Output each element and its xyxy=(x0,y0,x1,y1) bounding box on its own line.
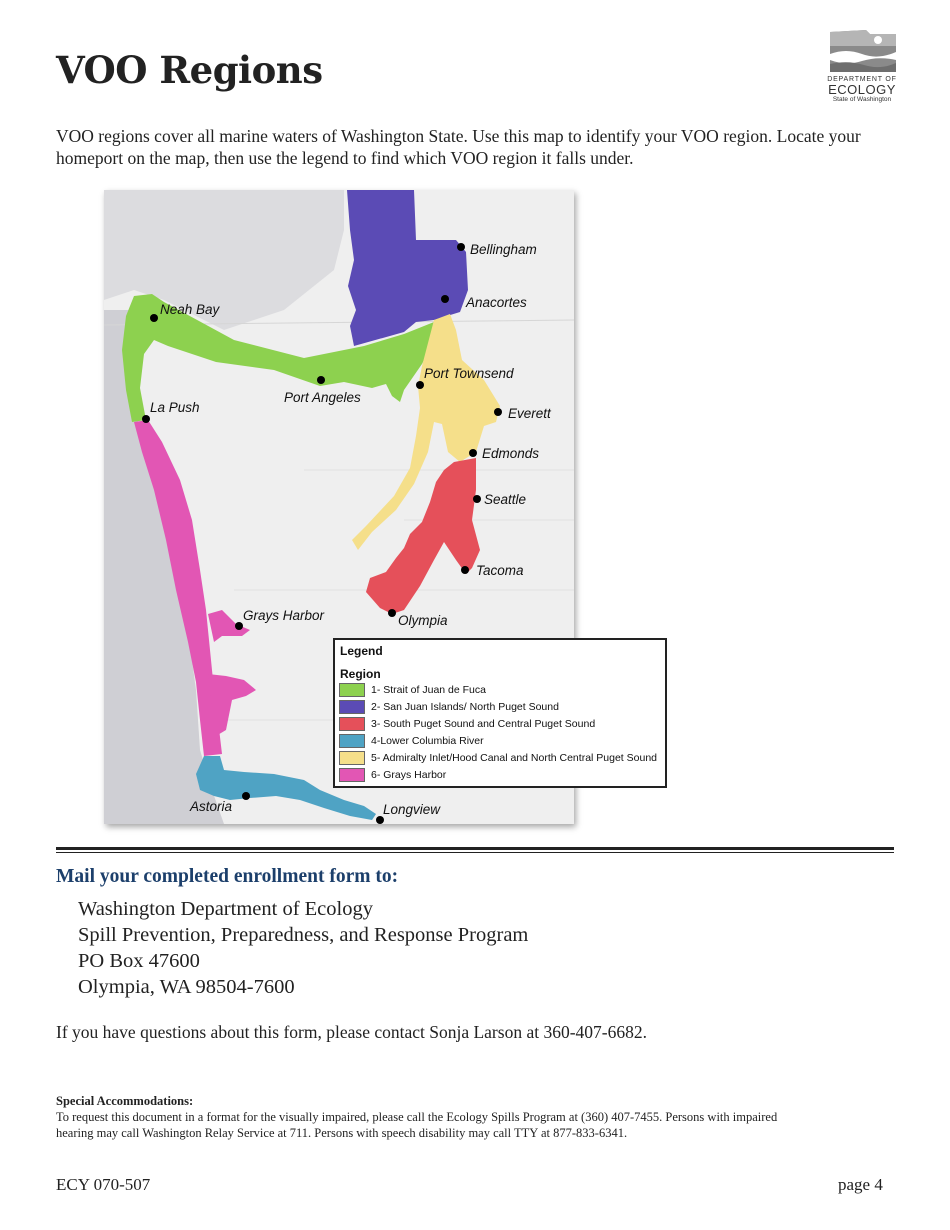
ecology-logo xyxy=(826,28,898,103)
mailing-address xyxy=(78,896,528,1000)
legend-subtitle: Region xyxy=(340,667,381,681)
city-label-longview: Longview xyxy=(383,802,441,817)
intro-paragraph: VOO regions cover all marine waters of Washington State. Use this map to identify your VOO region. Locate your homeport on the map, then use the legend to find which VOO region it falls under. xyxy=(56,126,861,168)
legend-swatch xyxy=(339,717,365,731)
astoria-marker-icon xyxy=(242,792,250,800)
city-label-grays-harbor: Grays Harbor xyxy=(243,608,325,623)
everett-marker-icon xyxy=(494,408,502,416)
edmonds-marker-icon xyxy=(469,449,477,457)
city-label-astoria: Astoria xyxy=(190,799,233,814)
address-line: Washington Department of Ecology xyxy=(78,898,373,920)
city-label-bellingham: Bellingham xyxy=(470,242,537,257)
city-label-port-townsend: Port Townsend xyxy=(424,366,514,381)
divider-thick xyxy=(56,847,894,850)
legend-label: 2- San Juan Islands/ North Puget Sound xyxy=(371,701,559,713)
mail-heading: Mail your completed enrollment form to: xyxy=(56,866,399,887)
logo-line-ecology: ECOLOGY xyxy=(828,82,896,97)
bellingham-marker-icon xyxy=(457,243,465,251)
city-label-la-push: La Push xyxy=(150,400,200,415)
special-accommodations-text: To request this document in a format for the visually impaired, please call the Ecology Spills Program at (360) 407-7455. Persons with impaired hearing may call Washington Relay Service at 711. Persons with speech disability may call TTY at 877-833-6341. xyxy=(56,1110,778,1140)
legend-swatch xyxy=(339,700,365,714)
contact-questions: If you have questions about this form, please contact Sonja Larson at 360-407-6682. xyxy=(56,1022,647,1042)
map-legend xyxy=(333,638,667,788)
address-line: PO Box 47600 xyxy=(78,950,200,972)
legend-title: Legend xyxy=(340,644,383,658)
neah-bay-marker-icon xyxy=(150,314,158,322)
grays-harbor-marker-icon xyxy=(235,622,243,630)
special-accommodations-heading: Special Accommodations: xyxy=(56,1094,194,1108)
legend-item xyxy=(339,717,595,731)
longview-marker-icon xyxy=(376,816,384,824)
city-label-edmonds: Edmonds xyxy=(482,446,540,461)
logo-line-department: DEPARTMENT OF xyxy=(827,76,897,83)
city-label-neah-bay: Neah Bay xyxy=(160,302,220,317)
form-id: ECY 070-507 xyxy=(56,1175,151,1194)
legend-swatch xyxy=(339,734,365,748)
city-label-olympia: Olympia xyxy=(398,613,448,628)
city-label-port-angeles: Port Angeles xyxy=(284,390,361,405)
legend-swatch xyxy=(339,683,365,697)
city-label-anacortes: Anacortes xyxy=(466,295,527,310)
city-label-seattle: Seattle xyxy=(484,492,527,507)
city-label-everett: Everett xyxy=(508,406,551,421)
legend-item xyxy=(339,683,486,697)
logo-line-state: State of Washington xyxy=(832,96,892,103)
legend-label: 6- Grays Harbor xyxy=(371,769,447,781)
legend-item xyxy=(339,751,657,765)
legend-swatch xyxy=(339,768,365,782)
seattle-marker-icon xyxy=(473,495,481,503)
legend-item xyxy=(339,700,559,714)
legend-swatch xyxy=(339,751,365,765)
legend-label: 3- South Puget Sound and Central Puget Sound xyxy=(371,718,596,730)
page-number: page 4 xyxy=(838,1175,883,1194)
washington-state-logo-icon xyxy=(826,28,898,74)
divider-thin xyxy=(56,852,894,853)
olympia-marker-icon xyxy=(388,609,396,617)
la-push-marker-icon xyxy=(142,415,150,423)
city-label-tacoma: Tacoma xyxy=(476,563,524,578)
port-angeles-marker-icon xyxy=(317,376,325,384)
legend-label: 5- Admiralty Inlet/Hood Canal and North Central Puget Sound xyxy=(371,752,657,764)
legend-label: 4-Lower Columbia River xyxy=(371,735,484,747)
tacoma-marker-icon xyxy=(461,566,469,574)
legend-label: 1- Strait of Juan de Fuca xyxy=(371,684,486,696)
address-line: Spill Prevention, Preparedness, and Response Program xyxy=(78,924,529,946)
address-line: Olympia, WA 98504-7600 xyxy=(78,976,295,998)
port-townsend-marker-icon xyxy=(416,381,424,389)
legend-item xyxy=(339,734,484,748)
page-title: VOO Regions xyxy=(56,48,323,92)
anacortes-marker-icon xyxy=(441,295,449,303)
legend-item xyxy=(339,768,446,782)
